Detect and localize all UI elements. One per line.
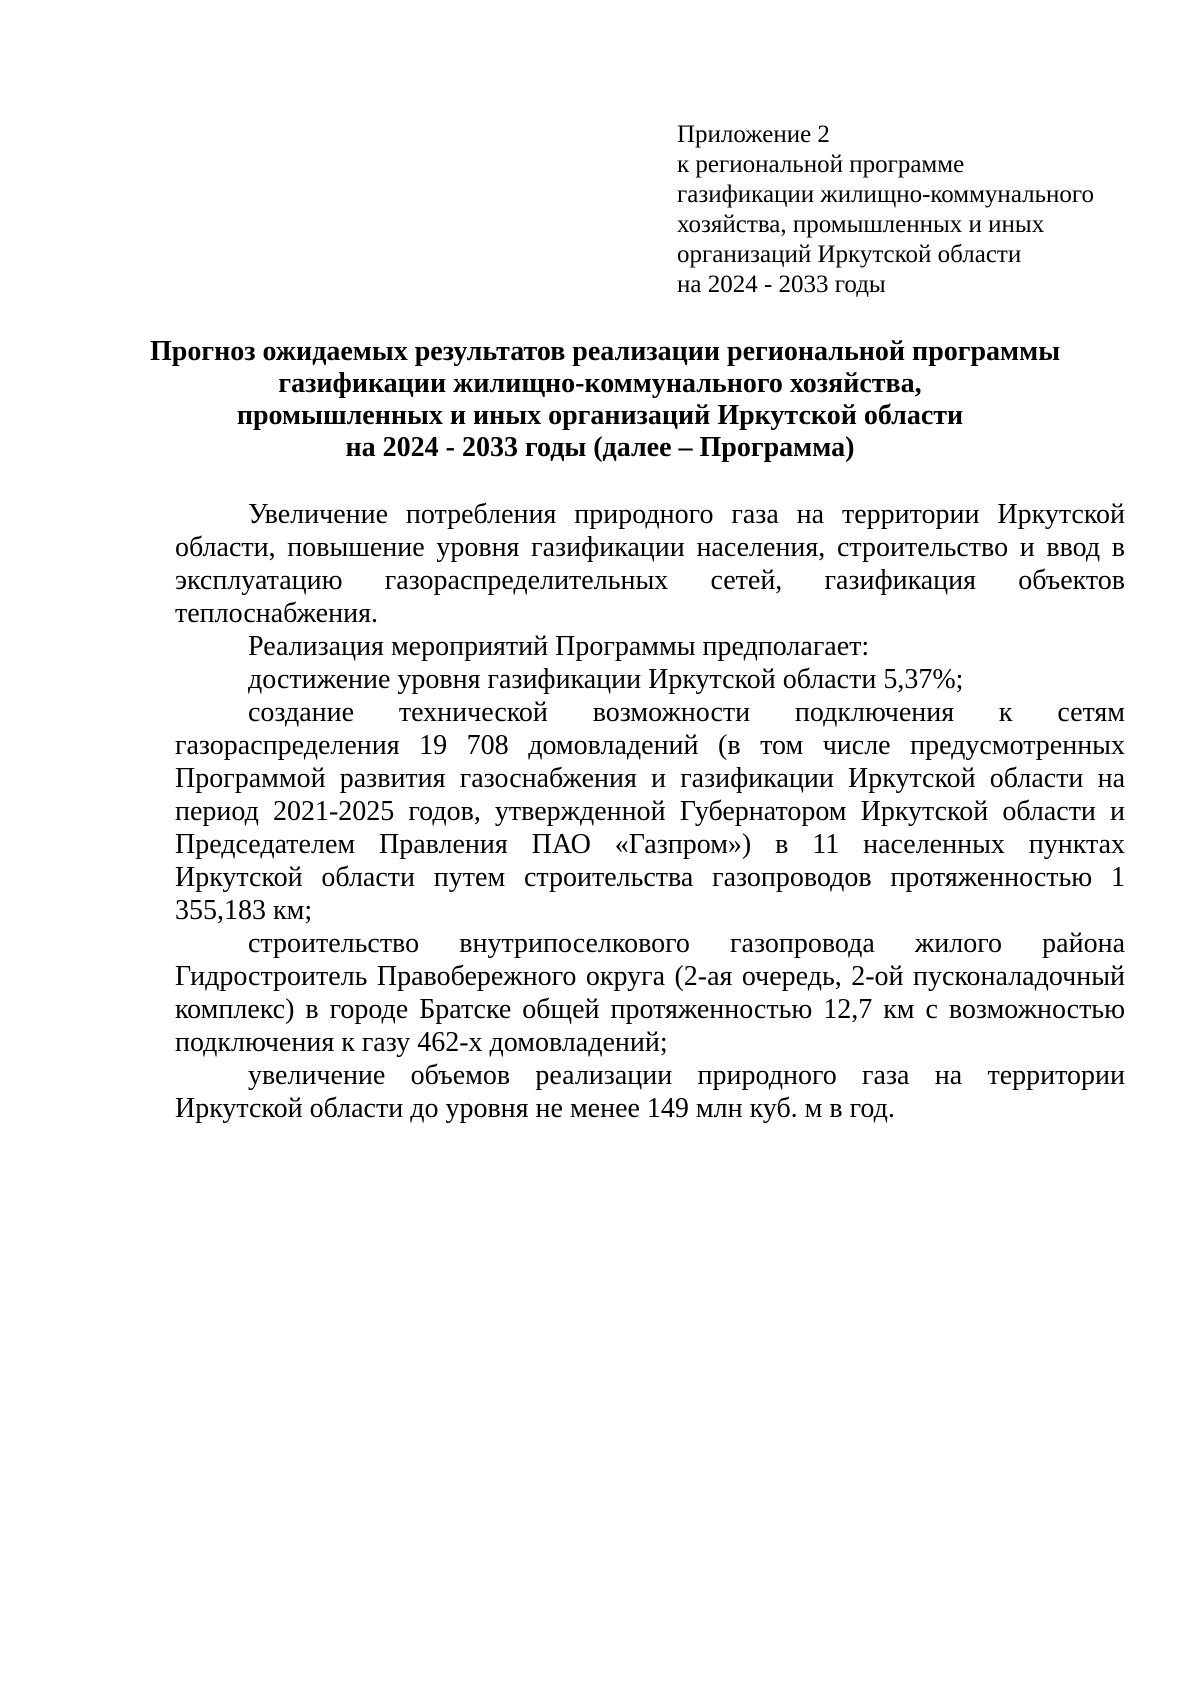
body-paragraph: Увеличение потребления природного газа на территории Иркутской области, повышение уровня газификации населения, строительство и ввод в эксплуатацию газораспределительных сетей, газификация объектов теплоснабжения.: [175, 499, 1125, 629]
body-paragraph: создание технической возможности подключения к сетям газораспределения 19 708 домовладений (в том числе предусмотренных Программой развития газоснабжения и газификации Иркутской области на период 2021-2025 годов, утвержденной Губернатором Иркутской области и Председателем Правления ПАО «Газпром») в 11 населенных пунктах Иркутской области путем строительства газопроводов протяженностью 1 355,183 км;: [175, 697, 1125, 926]
appendix-header: [677, 120, 1157, 300]
title-line: газификации жилищно-коммунального хозяйства,: [278, 368, 922, 399]
title-line: Прогноз ожидаемых результатов реализации региональной программы: [150, 336, 1061, 367]
appendix-line: Приложение 2: [677, 121, 830, 148]
appendix-line: хозяйства, промышленных и иных: [677, 211, 1045, 238]
body-paragraph: Реализация мероприятий Программы предполагает:: [248, 631, 870, 662]
document-body: [175, 498, 1125, 1125]
appendix-line: на 2024 - 2033 годы: [677, 271, 886, 298]
appendix-line: к региональной программе: [677, 151, 965, 178]
title-line: на 2024 - 2033 годы (далее – Программа): [345, 432, 855, 463]
body-paragraph: строительство внутрипоселкового газопровода жилого района Гидростроитель Правобережного округа (2-ая очередь, 2-ой пусконаладочный комплекс) в городе Братске общей протяженностью 12,7 км с возможностью подключения к газу 462-х домовладений;: [175, 928, 1125, 1058]
appendix-line: газификации жилищно-коммунального: [677, 181, 1095, 208]
body-paragraph: достижение уровня газификации Иркутской области 5,37%;: [248, 664, 964, 695]
body-paragraph: увеличение объемов реализации природного газа на территории Иркутской области до уровня не менее 149 млн куб. м в год.: [175, 1060, 1125, 1124]
document-title: [150, 336, 1061, 464]
title-line: промышленных и иных организаций Иркутской области: [236, 400, 964, 431]
appendix-line: организаций Иркутской области: [677, 241, 1022, 268]
